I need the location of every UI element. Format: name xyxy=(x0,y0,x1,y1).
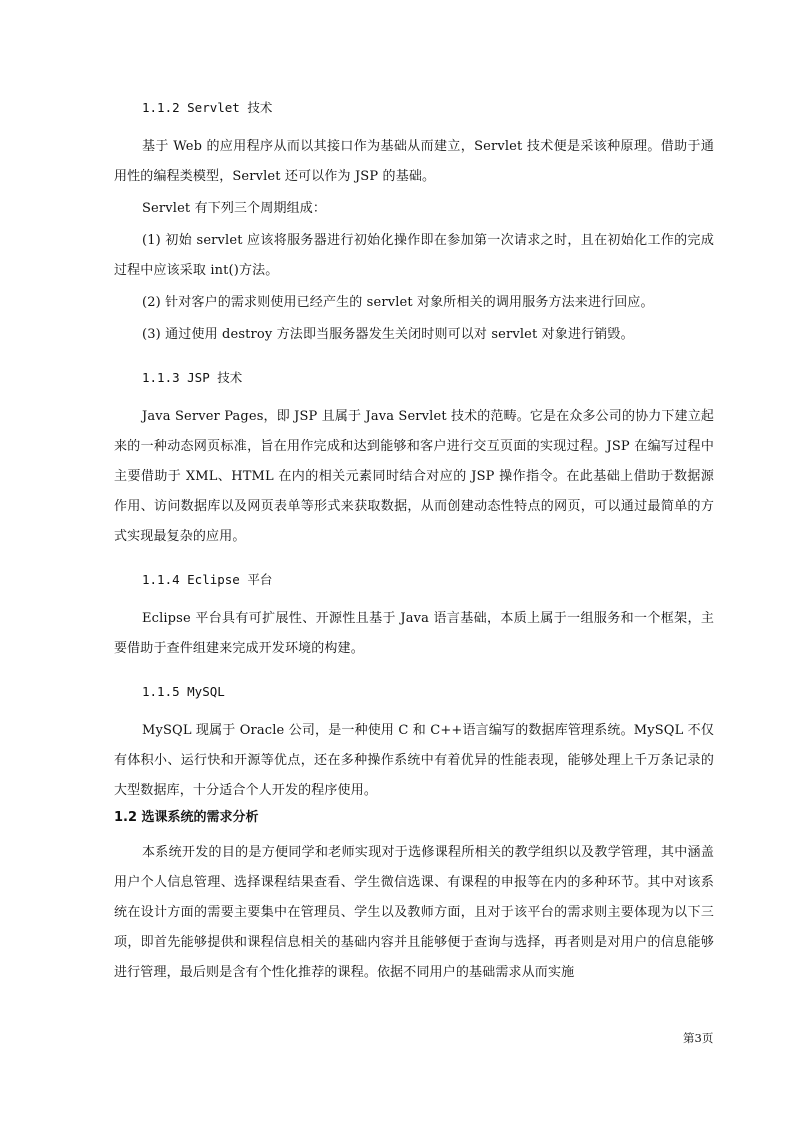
section-heading-mysql: 1.1.5 MySQL xyxy=(142,684,225,699)
paragraph: Servlet 有下列三个周期组成： xyxy=(142,201,327,216)
section-heading-jsp: 1.1.3 JSP 技术 xyxy=(142,370,243,385)
list-item: (2) 针对客户的需求则使用已经产生的 servlet 对象所相关的调用服务方法来进行回应。 xyxy=(142,295,654,310)
list-item: (3) 通过使用 destroy 方法即当服务器发生关闭时则可以对 servlet 对象进行销毁。 xyxy=(142,327,634,342)
paragraph: Eclipse 平台具有可扩展性、开源性且基于 Java 语言基础，本质上属于一组服务和一个框架，主要借助于查件组建来完成开发环境的构建。 xyxy=(114,611,714,656)
page-number: 第3页 xyxy=(683,1031,714,1045)
paragraph: Java Server Pages，即 JSP 且属于 Java Servlet 技术的范畴。它是在众多公司的协力下建立起来的一种动态网页标准，旨在用作完成和达到能够和客户进行交互页面的实现过程。JSP 在编写过程中主要借助于 XML、HTML 在内的相关元素同时结合对应的 JSP 操作指令。在此基础上借助于数据源作用、访问数据库以及网页表单等形式来获取数据，从而创建动态性特点的网页，可以通过最简单的方式实现最复杂的应用。 xyxy=(114,409,714,544)
paragraph: MySQL 现属于 Oracle 公司，是一种使用 C 和 C++语言编写的数据库管理系统。MySQL 不仅有体积小、运行快和开源等优点，还在多种操作系统中有着优异的性能表现，能够处理上千万条记录的大型数据库，十分适合个人开发的程序使用。 xyxy=(114,723,714,798)
section-heading-servlet: 1.1.2 Servlet 技术 xyxy=(142,100,273,115)
page-content xyxy=(114,98,714,990)
section-heading-eclipse: 1.1.4 Eclipse 平台 xyxy=(142,572,273,587)
paragraph: 基于 Web 的应用程序从而以其接口作为基础从而建立，Servlet 技术便是采该种原理。借助于通用性的编程类模型，Servlet 还可以作为 JSP 的基础。 xyxy=(114,139,714,184)
paragraph: 本系统开发的目的是方便同学和老师实现对于选修课程所相关的教学组织以及教学管理，其中涵盖用户个人信息管理、选择课程结果查看、学生微信选课、有课程的申报等在内的多种环节。其中对该系统在设计方面的需要主要集中在管理员、学生以及教师方面，且对于该平台的需求则主要体现为以下三项，即首先能够提供和课程信息相关的基础内容并且能够便于查询与选择，再者则是对用户的信息能够进行管理，最后则是含有个性化推荐的课程。依据不同用户的基础需求从而实施 xyxy=(114,845,714,980)
list-item: (1) 初始 servlet 应该将服务器进行初始化操作即在参加第一次请求之时，且在初始化工作的完成过程中应该采取 int()方法。 xyxy=(114,233,714,278)
section-heading-requirements: 1.2 选课系统的需求分析 xyxy=(114,810,259,825)
